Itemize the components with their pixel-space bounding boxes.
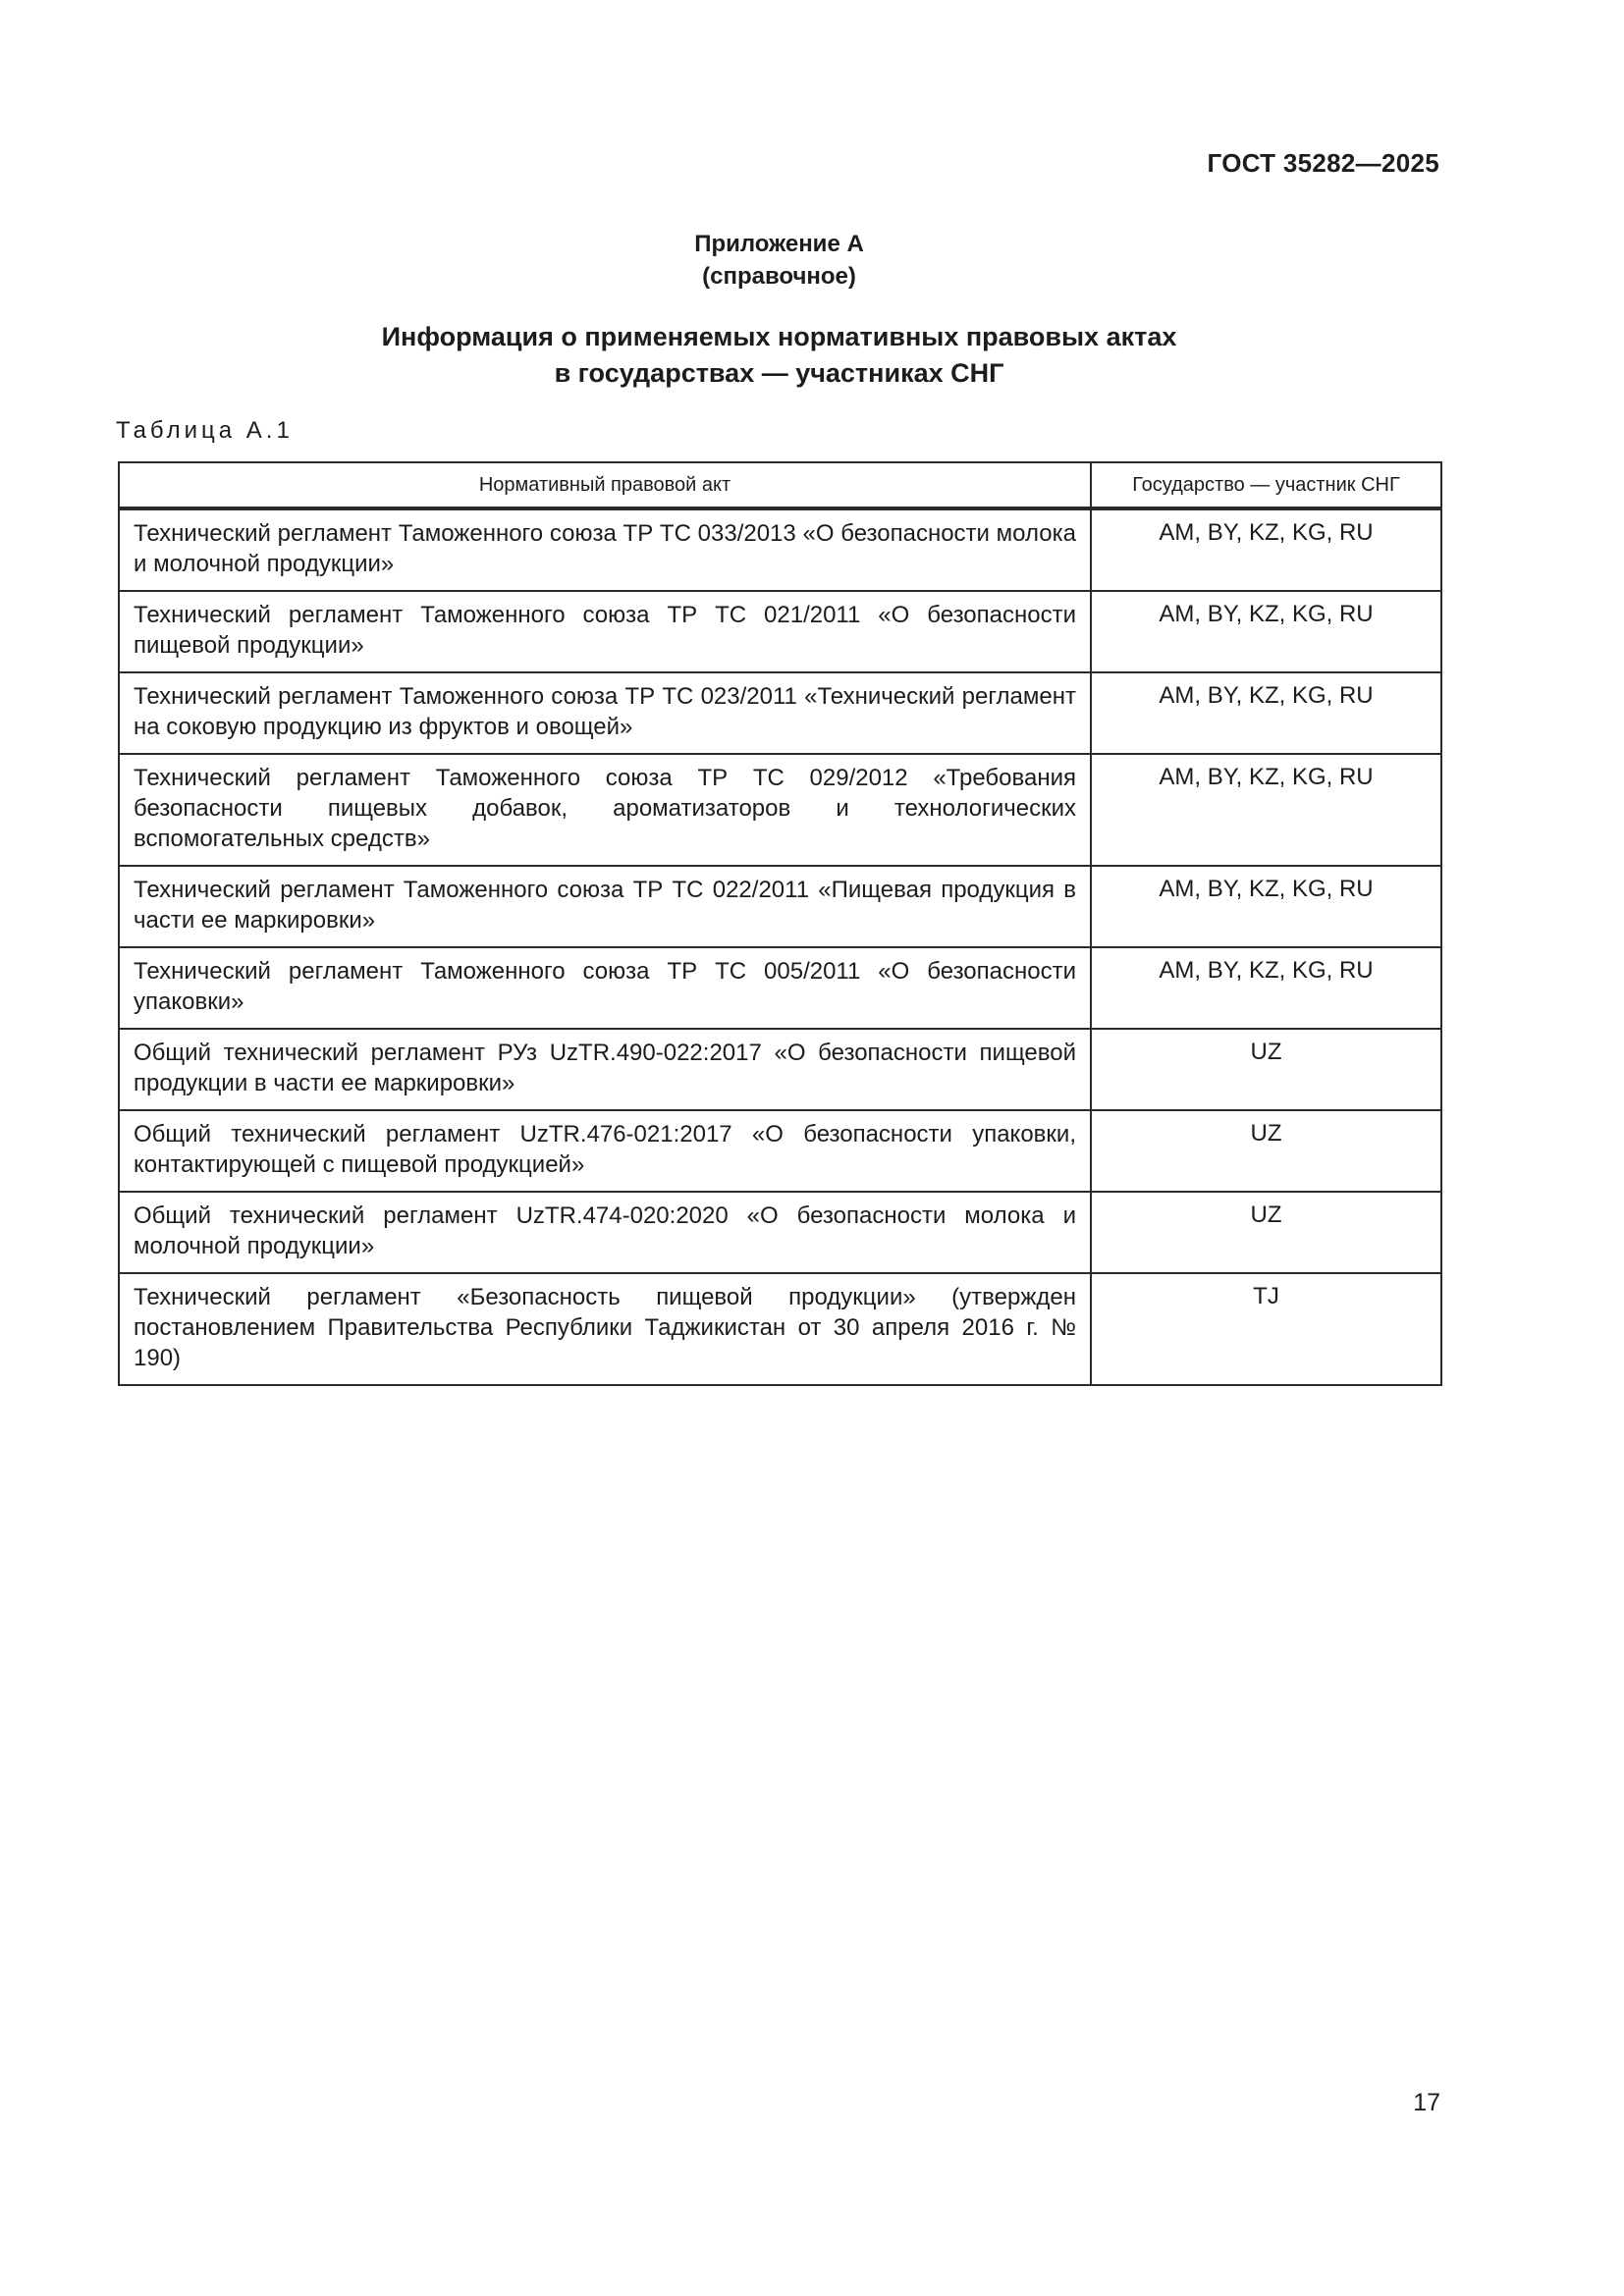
act-cell: Технический регламент «Безопасность пищевой продукции» (утвержден постановлением Правительства Республики Таджикистан от 30 апреля 2016 г. № 190) [119,1273,1091,1385]
annex-title: Приложение А [694,231,864,257]
column-header-state: Государство — участник СНГ [1091,462,1441,508]
act-cell: Технический регламент Таможенного союза ТР ТС 005/2011 «О безопасности упаковки» [119,947,1091,1029]
table-row [119,672,1441,754]
annex-heading [118,228,1440,293]
state-cell: AM, BY, KZ, KG, RU [1091,591,1441,672]
page-title-line-1: Информация о применяемых нормативных правовых актах [381,322,1177,351]
act-cell: Общий технический регламент UzTR.476-021:2017 «О безопасности упаковки, контактирующей с пищевой продукцией» [119,1110,1091,1192]
act-cell: Технический регламент Таможенного союза ТР ТС 022/2011 «Пищевая продукция в части ее маркировки» [119,866,1091,947]
table-row [119,591,1441,672]
table-row [119,866,1441,947]
regulations-table [118,461,1442,1386]
table-row [119,947,1441,1029]
table-header-row [119,462,1441,508]
state-cell: AM, BY, KZ, KG, RU [1091,866,1441,947]
act-cell: Общий технический регламент РУз UzTR.490-022:2017 «О безопасности пищевой продукции в части ее маркировки» [119,1029,1091,1110]
table-row [119,1192,1441,1273]
column-header-act: Нормативный правовой акт [119,462,1091,508]
table-row [119,508,1441,591]
page-title [118,319,1440,392]
state-cell: UZ [1091,1110,1441,1192]
state-cell: TJ [1091,1273,1441,1385]
page-title-line-2: в государствах — участниках СНГ [554,358,1004,388]
table-caption: Таблица А.1 [116,417,294,444]
state-cell: AM, BY, KZ, KG, RU [1091,947,1441,1029]
act-cell: Общий технический регламент UzTR.474-020:2020 «О безопасности молока и молочной продукции» [119,1192,1091,1273]
table-row [119,1273,1441,1385]
act-cell: Технический регламент Таможенного союза ТР ТС 029/2012 «Требования безопасности пищевых добавок, ароматизаторов и технологических вспомогательных средств» [119,754,1091,866]
state-cell: UZ [1091,1192,1441,1273]
state-cell: AM, BY, KZ, KG, RU [1091,754,1441,866]
table-row [119,1029,1441,1110]
table-row [119,1110,1441,1192]
act-cell: Технический регламент Таможенного союза ТР ТС 021/2011 «О безопасности пищевой продукции» [119,591,1091,672]
page-number: 17 [1413,2089,1440,2116]
annex-kind: (справочное) [702,263,856,290]
state-cell: AM, BY, KZ, KG, RU [1091,508,1441,591]
act-cell: Технический регламент Таможенного союза ТР ТС 033/2013 «О безопасности молока и молочной продукции» [119,508,1091,591]
act-cell: Технический регламент Таможенного союза ТР ТС 023/2011 «Технический регламент на соковую продукцию из фруктов и овощей» [119,672,1091,754]
document-code: ГОСТ 35282—2025 [1207,148,1439,178]
state-cell: UZ [1091,1029,1441,1110]
table-row [119,754,1441,866]
state-cell: AM, BY, KZ, KG, RU [1091,672,1441,754]
